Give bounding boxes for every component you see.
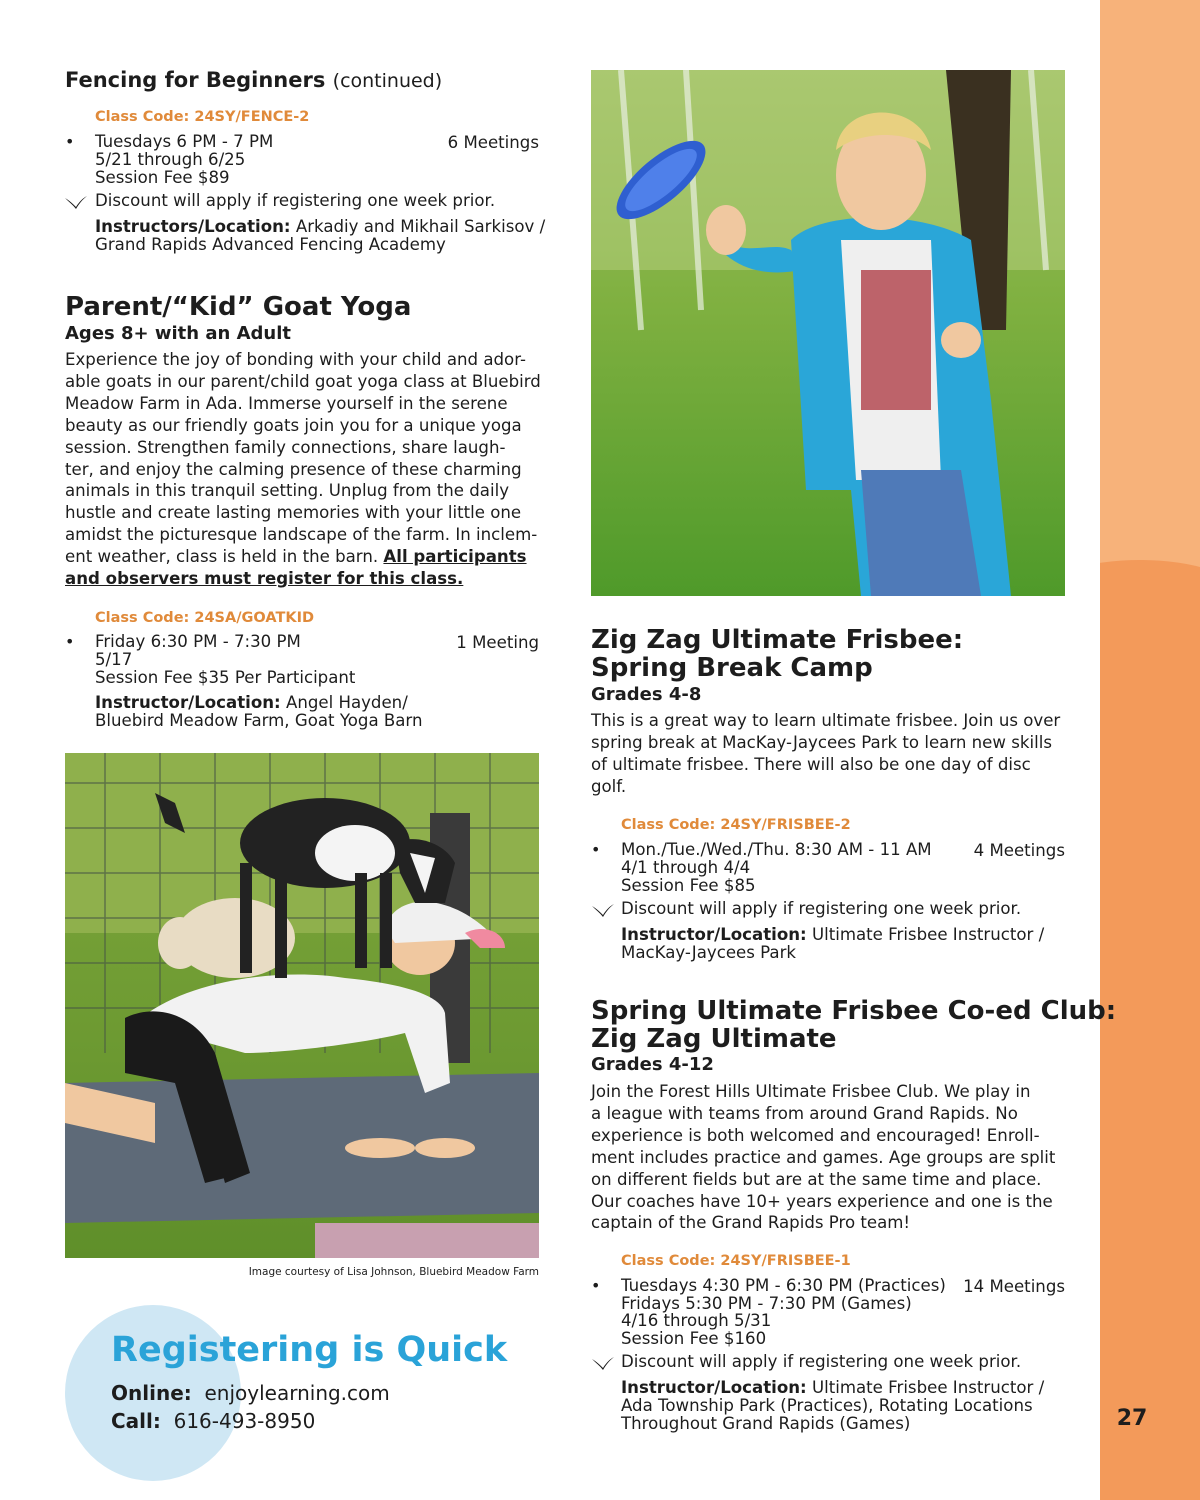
frisbee-club-class-code: Class Code: 24SY/FRISBEE-1 <box>621 1253 851 1269</box>
fencing-location: Grand Rapids Advanced Fencing Academy <box>95 235 446 254</box>
goat-yoga-ages: Ages 8+ with an Adult <box>65 323 291 344</box>
frisbee-camp-dates: 4/1 through 4/4 <box>621 858 751 877</box>
frisbee-camp-class-code: Class Code: 24SY/FRISBEE-2 <box>621 817 851 833</box>
frisbee-club-schedule: Tuesdays 4:30 PM - 6:30 PM (Practices) <box>621 1276 946 1295</box>
frisbee-club-instructor: Instructor/Location: Ultimate Frisbee Instructor / <box>621 1378 1045 1397</box>
frisbee-camp-title: Zig Zag Ultimate Frisbee: Spring Break Camp <box>591 625 964 683</box>
frisbee-club-meetings: 14 Meetings <box>963 1277 1065 1296</box>
fencing-discount: Discount will apply if registering one week prior. <box>95 191 496 210</box>
fencing-dates: 5/21 through 6/25 <box>95 150 246 169</box>
goat-yoga-schedule: Friday 6:30 PM - 7:30 PM <box>95 632 301 651</box>
register-phone-link[interactable]: 616-493-8950 <box>173 1409 316 1433</box>
goat-yoga-instructor: Instructor/Location: Angel Hayden/ <box>95 693 408 712</box>
bullet-icon: • <box>65 632 75 651</box>
goat-yoga-location: Bluebird Meadow Farm, Goat Yoga Barn <box>95 711 423 730</box>
frisbee-camp-discount: Discount will apply if registering one week prior. <box>621 899 1022 918</box>
fencing-schedule: Tuesdays 6 PM - 7 PM <box>95 132 274 151</box>
discount-swoosh-icon <box>64 194 88 210</box>
frisbee-club-dates: 4/16 through 5/31 <box>621 1311 772 1330</box>
goat-yoga-notice: All participants <box>383 547 527 567</box>
goat-yoga-description: Experience the joy of bonding with your child and ador- able goats in our parent/child goat yoga class at Bluebird Meadow Farm in Ada. Immerse yourself in the serene beauty as our friendly goats join you for a unique yoga session. Strengthen family connections, share laugh- ter, and enjoy the calming presence of these charming animals in this tranquil setting. Unplug from the daily hustle and create lasting memories with your little one amidst the picturesque landscape of the farm. In inclem- ent weather, class is held in the barn. All participants and observers must register for this class. <box>65 350 541 589</box>
fencing-instructors: Instructors/Location: Arkadiy and Mikhail Sarkisov / <box>95 217 546 236</box>
register-website-link[interactable]: enjoylearning.com <box>204 1381 390 1405</box>
discount-swoosh-icon <box>591 902 615 918</box>
goat-yoga-dates: 5/17 <box>95 650 133 669</box>
fencing-meetings: 6 Meetings <box>447 133 539 152</box>
discount-swoosh-icon <box>591 1355 615 1371</box>
goat-yoga-photo <box>65 753 539 1258</box>
page-number: 27 <box>1116 1406 1148 1431</box>
frisbee-club-title: Spring Ultimate Frisbee Co-ed Club: Zig Zag Ultimate <box>591 996 1117 1054</box>
goat-yoga-meetings: 1 Meeting <box>456 633 539 652</box>
register-online: Online: enjoylearning.com <box>111 1381 390 1405</box>
frisbee-club-location-1: Ada Township Park (Practices), Rotating Locations <box>621 1396 1033 1415</box>
fencing-fee: Session Fee $89 <box>95 168 230 187</box>
fencing-title: Fencing for Beginners (continued) <box>65 68 443 92</box>
goat-photo-caption: Image courtesy of Lisa Johnson, Bluebird Meadow Farm <box>248 1266 539 1278</box>
frisbee-camp-meetings: 4 Meetings <box>973 841 1065 860</box>
frisbee-club-schedule-games: Fridays 5:30 PM - 7:30 PM (Games) <box>621 1294 912 1313</box>
frisbee-club-location-2: Throughout Grand Rapids (Games) <box>621 1414 911 1433</box>
frisbee-club-discount: Discount will apply if registering one week prior. <box>621 1352 1022 1371</box>
frisbee-camp-fee: Session Fee $85 <box>621 876 756 895</box>
frisbee-photo <box>591 70 1065 596</box>
fencing-class-code: Class Code: 24SY/FENCE-2 <box>95 109 310 125</box>
goat-yoga-title: Parent/“Kid” Goat Yoga <box>65 292 412 322</box>
frisbee-camp-description: This is a great way to learn ultimate frisbee. Join us over spring break at MacKay-Jaycees Park to learn new skills of ultimate frisbee. There will also be one day of disc golf. <box>591 711 1061 796</box>
goat-yoga-class-code: Class Code: 24SA/GOATKID <box>95 610 315 626</box>
frisbee-club-fee: Session Fee $160 <box>621 1329 767 1348</box>
bullet-icon: • <box>591 840 601 859</box>
goat-yoga-fee: Session Fee $35 Per Participant <box>95 668 356 687</box>
bullet-icon: • <box>65 132 75 151</box>
frisbee-camp-instructor: Instructor/Location: Ultimate Frisbee Instructor / <box>621 925 1045 944</box>
bullet-icon: • <box>591 1276 601 1295</box>
register-title: Registering is Quick <box>111 1330 508 1370</box>
register-call: Call: 616-493-8950 <box>111 1409 316 1433</box>
frisbee-camp-location: MacKay-Jaycees Park <box>621 943 797 962</box>
frisbee-club-grades: Grades 4-12 <box>591 1054 714 1075</box>
frisbee-camp-schedule: Mon./Tue./Wed./Thu. 8:30 AM - 11 AM <box>621 840 932 859</box>
frisbee-camp-grades: Grades 4-8 <box>591 684 702 705</box>
frisbee-club-description: Join the Forest Hills Ultimate Frisbee Club. We play in a league with teams from around Grand Rapids. No experience is both welcomed and encouraged! Enroll- ment includes practice and games. Age groups are split on different fields but are at the same time and place. Our coaches have 10+ years experience and one is the captain of the Grand Rapids Pro team! <box>591 1082 1056 1233</box>
